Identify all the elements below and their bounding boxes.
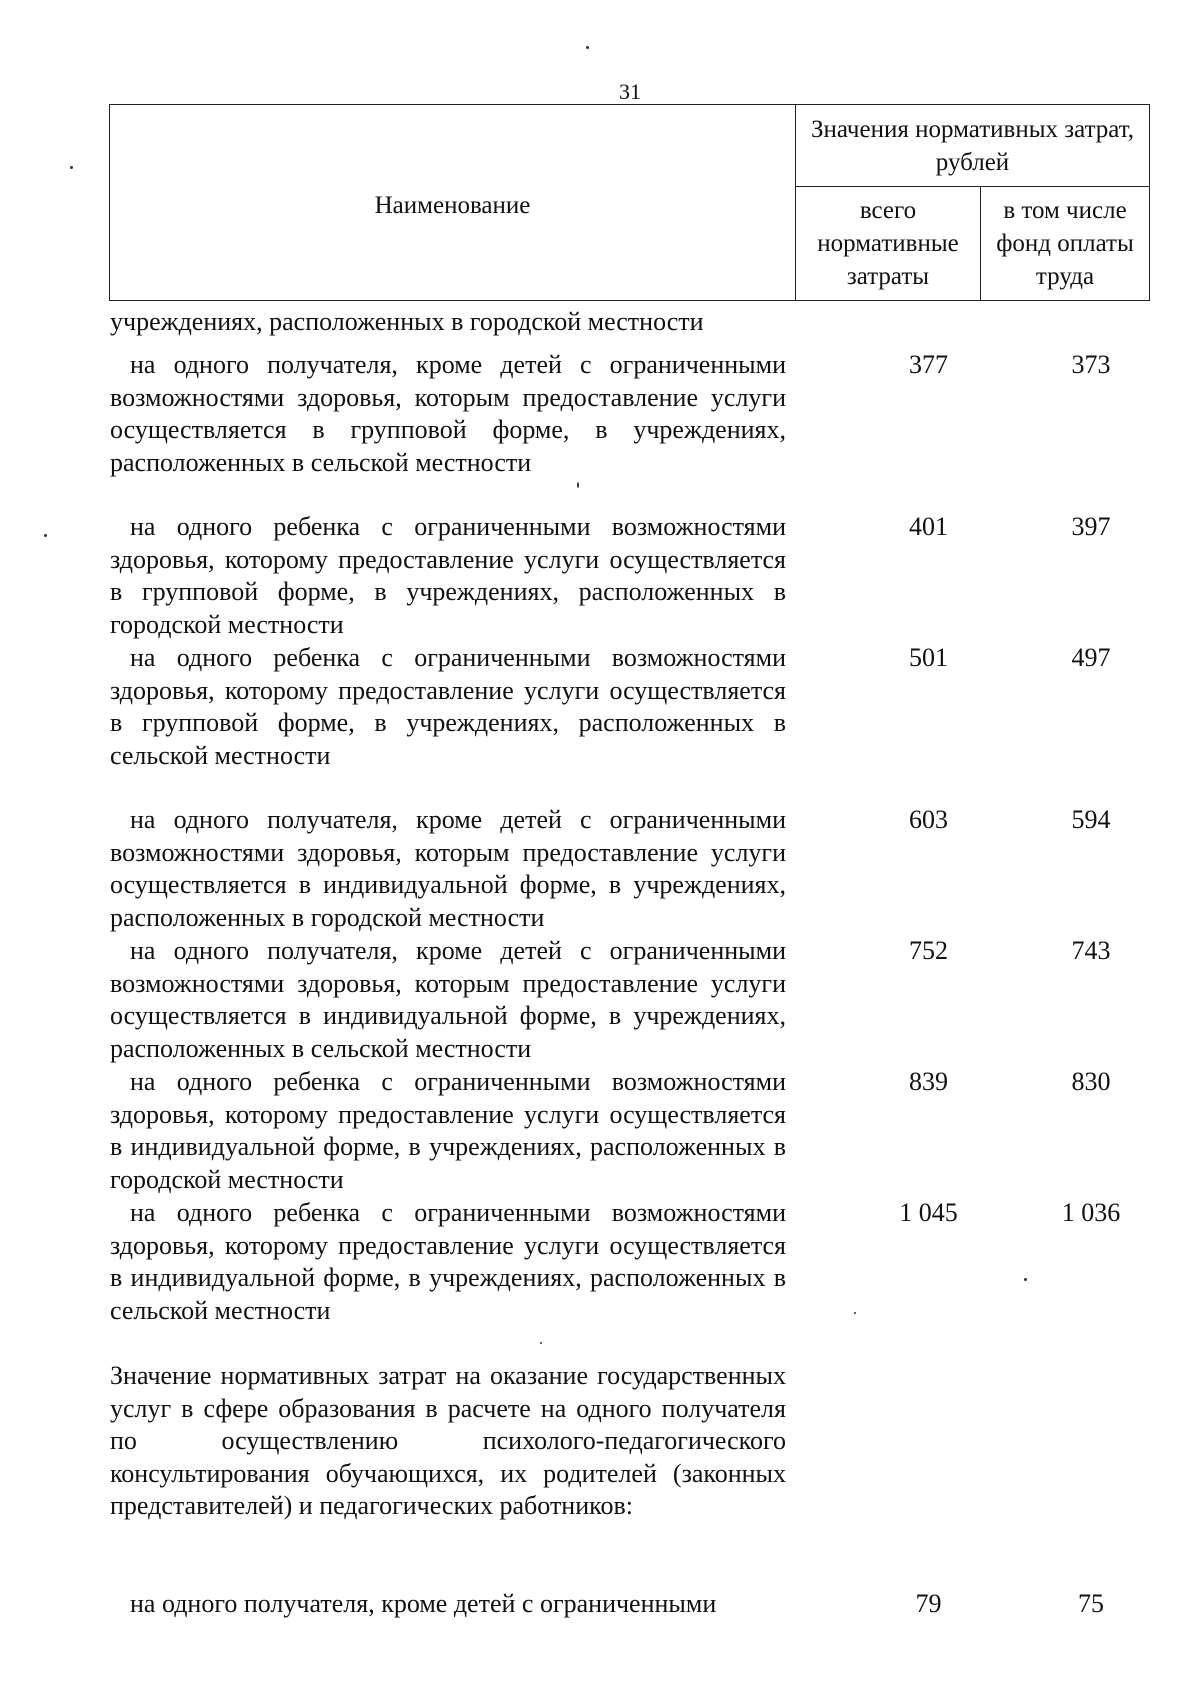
row-description: на одного ребенка с ограниченными возможностями здоровья, которому предоставление услуги осуществляется в индивидуальной форме, в учреждениях, расположенных в городской местности [110, 1067, 786, 1194]
row-description: на одного ребенка с ограниченными возможностями здоровья, которому предоставление услуги осуществляется в индивидуальной форме, в учреждениях, расположенных в сельской местности [110, 1198, 786, 1325]
header-name-cell [110, 105, 796, 301]
table-header [109, 104, 1150, 301]
row-total-value: 1 045 [899, 1198, 958, 1227]
row-description: на одного получателя, кроме детей с ограниченными возможностями здоровья, которым предоставление услуги осуществляется в групповой форме, в учреждениях, расположенных в сельской местности [110, 350, 786, 477]
scan-speck [586, 46, 589, 49]
continuation-text: учреждениях, расположенных в городской местности [110, 307, 704, 336]
row-wage-value: 594 [1071, 805, 1111, 834]
row-total-value: 377 [909, 350, 948, 379]
row-wage-value: 75 [1078, 1589, 1104, 1618]
page-number: 31 [619, 79, 641, 104]
row-wage-value: 743 [1071, 936, 1111, 965]
row-description: на одного ребенка с ограниченными возможностями здоровья, которому предоставление услуги осуществляется в групповой форме, в учреждениях, расположенных в городской местности [110, 512, 786, 639]
header-total-cell [796, 187, 981, 301]
row-total-value: 752 [909, 936, 948, 965]
section-heading: Значение нормативных затрат на оказание государственных услуг в сфере образования в расчете на одного получателя по осуществлению психолого-педагогического консультирования обучающихся, их родителей (законных представителей) и педагогических работников: [110, 1361, 786, 1521]
header-group-label: Значения нормативных затрат, рублей [810, 115, 1135, 176]
header-name-label: Наименование [374, 192, 531, 219]
header-wage-cell [981, 187, 1150, 301]
scan-speck [540, 1342, 542, 1344]
scan-speck [854, 1312, 856, 1314]
scan-speck [70, 166, 73, 169]
row-wage-value: 497 [1071, 643, 1111, 672]
row-total-value: 401 [909, 512, 948, 541]
row-total-value: 79 [915, 1589, 942, 1618]
row-wage-value: 830 [1071, 1067, 1111, 1096]
header-group-cell [796, 105, 1150, 187]
header-total-label: всего нормативные затраты [817, 197, 959, 290]
row-description: на одного получателя, кроме детей с ограниченными возможностями здоровья, которым предоставление услуги осуществляется в индивидуальной форме, в учреждениях, расположенных в сельской местности [110, 936, 786, 1063]
row-description: на одного ребенка с ограниченными возможностями здоровья, которому предоставление услуги осуществляется в групповой форме, в учреждениях, расположенных в сельской местности [110, 643, 786, 770]
row-total-value: 839 [909, 1067, 948, 1096]
scan-speck [1024, 1278, 1027, 1281]
row-total-value: 603 [909, 805, 948, 834]
row-description: на одного получателя, кроме детей с ограниченными [130, 1589, 717, 1618]
row-wage-value: 1 036 [1061, 1198, 1121, 1227]
row-total-value: 501 [909, 643, 948, 672]
row-description: на одного получателя, кроме детей с ограниченными возможностями здоровья, которым предоставление услуги осуществляется в индивидуальной форме, в учреждениях, расположенных в городской местности [110, 805, 786, 932]
row-wage-value: 373 [1071, 350, 1111, 379]
scan-speck [577, 482, 579, 488]
header-wage-label: в том числе фонд оплаты труда [996, 197, 1134, 290]
scan-speck [44, 534, 47, 537]
row-wage-value: 397 [1071, 512, 1111, 541]
